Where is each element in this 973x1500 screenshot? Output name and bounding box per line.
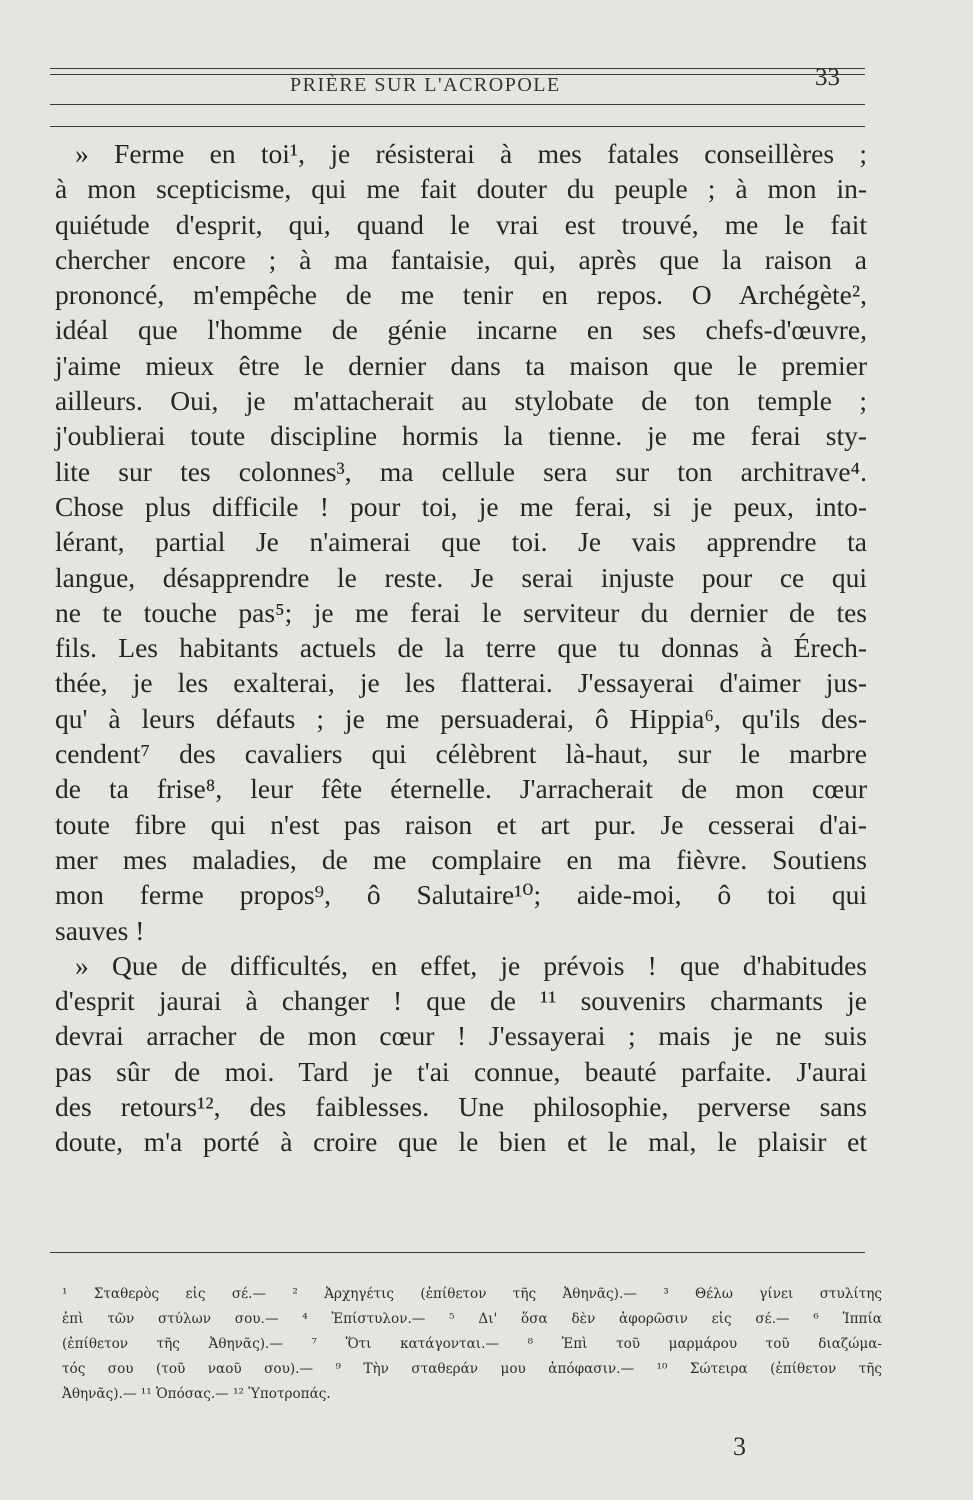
body-line: fils. Les habitants actuels de la terre que tu donnas à Érech-: [55, 632, 867, 664]
body-line: chercher encore ; à ma fantaisie, qui, après que la raison a: [55, 243, 867, 275]
page-number: 33: [815, 64, 840, 91]
footnote-line: ἐπὶ τῶν στύλων σου.— ⁴ Ἐπίστυλον.— ⁵ Δι' ὅσα δὲν ἀφορῶσιν εἰς σέ.— ⁶ Ἱππία: [62, 1311, 882, 1327]
body-line: qu' à leurs défauts ; je me persuaderai, ô Hippia⁶, qu'ils des-: [55, 702, 867, 734]
body-line: j'oublierai toute discipline hormis la tienne. je me ferai sty-: [55, 420, 867, 452]
header-rule-bottom: [50, 104, 865, 105]
body-line: devrai arracher de mon cœur ! J'essayerai ; mais je ne suis: [55, 1020, 867, 1052]
body-line: ne te touche pas⁵; je me ferai le serviteur du dernier de tes: [55, 596, 867, 628]
footnotes: [62, 1282, 882, 1407]
body-line: doute, m'a porté à croire que le bien et le mal, le plaisir et: [55, 1126, 867, 1158]
body-line: mer mes maladies, de me complaire en ma fièvre. Soutiens: [55, 843, 867, 875]
header-rule-bottom-thick: [50, 126, 865, 127]
body-line: prononcé, m'empêche de me tenir en repos. O Archégète²,: [55, 279, 867, 311]
body-line: à mon scepticisme, qui me fait douter du peuple ; à mon in-: [55, 173, 867, 205]
signature-mark: 3: [733, 1432, 746, 1461]
body-line: » Que de difficultés, en effet, je prévois ! que d'habitudes: [75, 949, 867, 981]
body-line: pas sûr de moi. Tard je t'ai connue, beauté parfaite. J'aurai: [55, 1055, 867, 1087]
body-line: Chose plus difficile ! pour toi, je me ferai, si je peux, into-: [55, 490, 867, 522]
footnote-line: (ἐπίθετον τῆς Ἀθηνᾶς).— ⁷ Ὅτι κατάγονται.— ⁸ Ἐπὶ τοῦ μαρμάρου τοῦ διαζώμα-: [62, 1336, 882, 1352]
body-line: toute fibre qui n'est pas raison et art pur. Je cesserai d'ai-: [55, 808, 867, 840]
footnote-separator: [50, 1252, 865, 1253]
running-head-title: PRIÈRE SUR L'ACROPOLE: [290, 74, 561, 96]
footnote-line: τός σου (τοῦ ναοῦ σου).— ⁹ Τὴν σταθεράν μου ἀπόφασιν.— ¹⁰ Σώτειρα (ἐπίθετον τῆς: [62, 1361, 882, 1377]
body-line: sauves !: [55, 914, 145, 946]
body-line: lite sur tes colonnes³, ma cellule sera sur ton architrave⁴.: [55, 455, 867, 487]
body-line: ailleurs. Oui, je m'attacherait au stylobate de ton temple ;: [55, 385, 867, 417]
body-line: lérant, partial Je n'aimerai que toi. Je vais apprendre ta: [55, 526, 867, 558]
footnote-line: ¹ Σταθερὸς εἰς σέ.— ² Ἀρχηγέτις (ἐπίθετον τῆς Ἀθηνᾶς).— ³ Θέλω γίνει στυλίτης: [62, 1286, 882, 1302]
body-line: langue, désapprendre le reste. Je serai injuste pour ce qui: [55, 561, 867, 593]
header-rule-top: [50, 68, 865, 69]
body-line: idéal que l'homme de génie incarne en ses chefs-d'œuvre,: [55, 314, 867, 346]
body-line: j'aime mieux être le dernier dans ta maison que le premier: [55, 349, 867, 381]
body-line: des retours¹², des faiblesses. Une philosophie, perverse sans: [55, 1091, 867, 1123]
body-line: » Ferme en toi¹, je résisterai à mes fatales conseillères ;: [75, 138, 867, 169]
footnote-line: Ἀθηνᾶς).— ¹¹ Ὁπόσας.— ¹² Ὑποτροπάς.: [62, 1386, 331, 1402]
body-line: de ta frise⁸, leur fête éternelle. J'arracherait de mon cœur: [55, 773, 867, 805]
body-line: d'esprit jaurai à changer ! que de ¹¹ souvenirs charmants je: [55, 985, 867, 1017]
body-line: cendent⁷ des cavaliers qui célèbrent là-haut, sur le marbre: [55, 738, 867, 770]
body-line: thée, je les exalterai, je les flatterai. J'essayerai d'aimer jus-: [55, 667, 867, 699]
body-line: mon ferme propos⁹, ô Salutaire¹⁰; aide-moi, ô toi qui: [55, 879, 867, 911]
body-text: [55, 136, 867, 1160]
body-line: quiétude d'esprit, qui, quand le vrai est trouvé, me le fait: [55, 208, 867, 240]
